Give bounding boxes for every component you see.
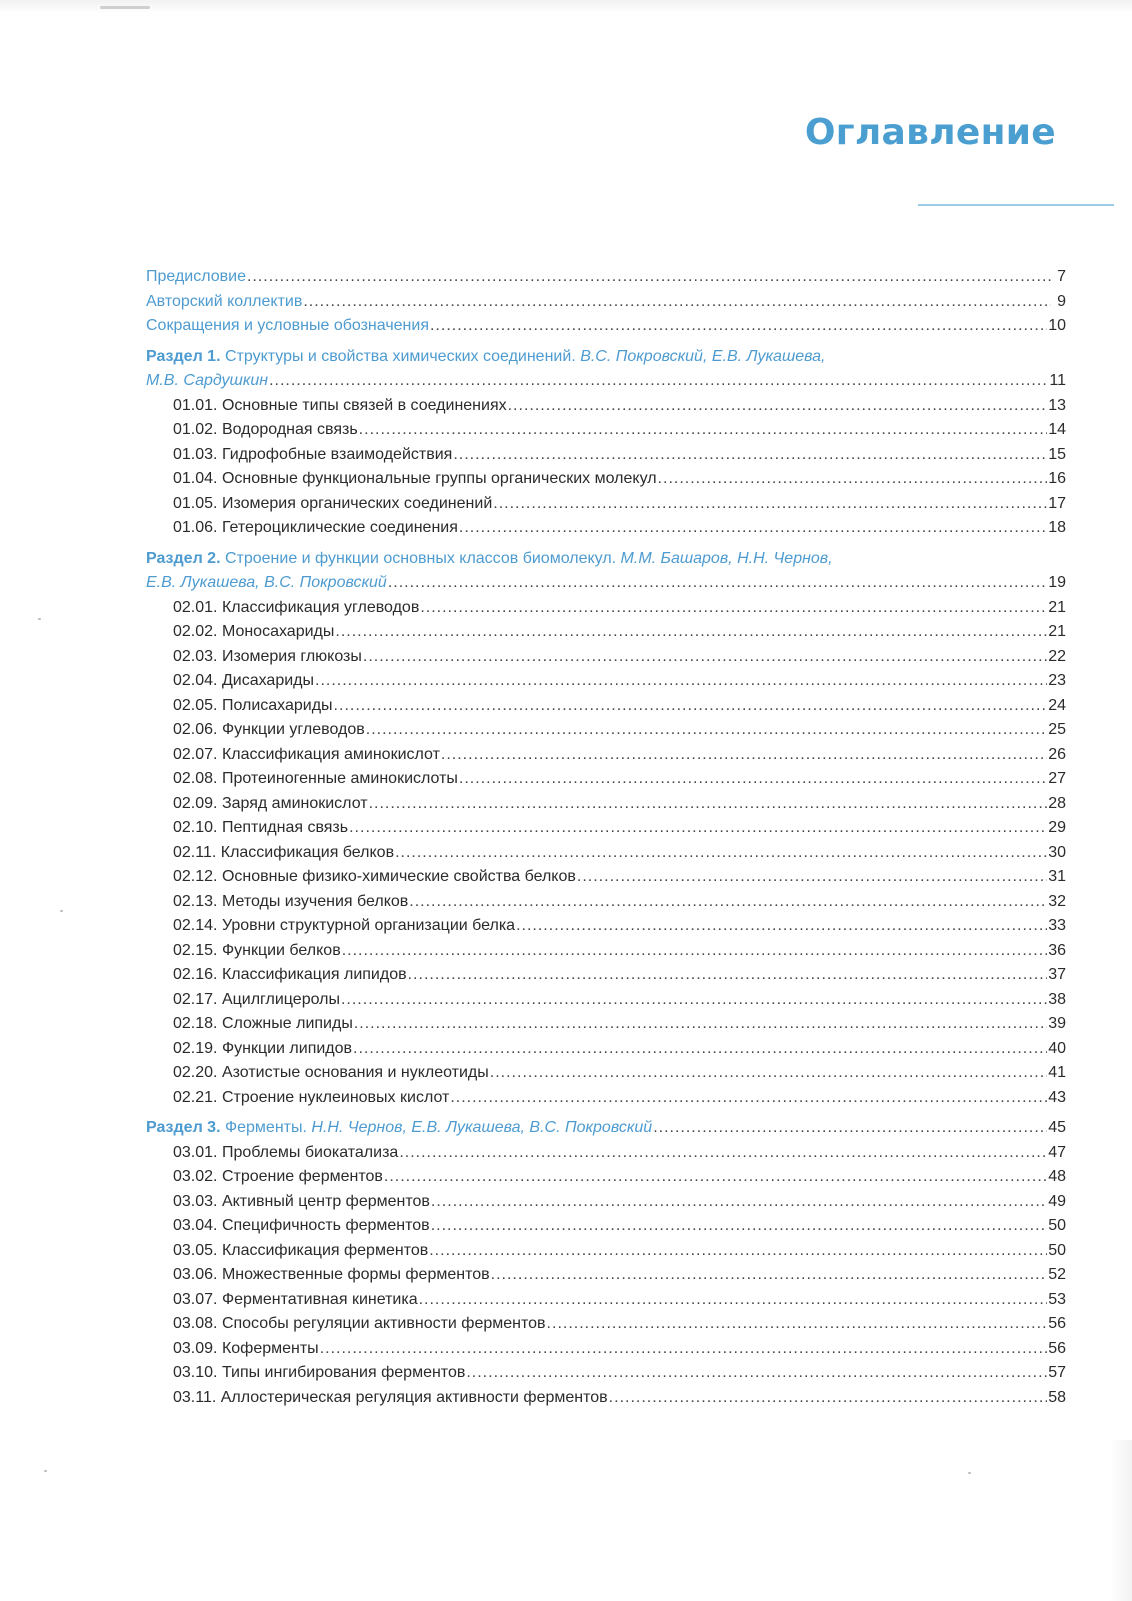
subsection-title-wrap (173, 418, 358, 443)
toc-page-number: 29 (1048, 819, 1066, 836)
toc-page-number: 43 (1048, 1088, 1066, 1106)
subsection-number: 02.14. (173, 917, 218, 934)
dot-leader (653, 1116, 1047, 1141)
section-title: Структуры и свойства химических соединений. (224, 347, 576, 365)
subsection-entry[interactable] (146, 841, 1066, 866)
toc-page-number: 48 (1048, 1168, 1066, 1185)
toc-page-number: 21 (1048, 598, 1066, 616)
subsection-entry[interactable] (146, 1012, 1066, 1037)
scan-speck (38, 618, 41, 620)
subsection-title-wrap (173, 939, 341, 964)
subsection-entry[interactable] (146, 694, 1066, 719)
subsection-title: Проблемы биокатализа (221, 1143, 399, 1161)
subsection-number: 03.07. (173, 1290, 218, 1308)
dot-leader (399, 1141, 1047, 1166)
toc-page-number: 13 (1048, 396, 1066, 414)
section-heading[interactable] (146, 1116, 1066, 1141)
subsection-number: 01.04. (173, 470, 218, 487)
section-heading[interactable] (146, 547, 1066, 572)
toc-page-number: 47 (1048, 1143, 1066, 1161)
subsection-entry[interactable] (146, 865, 1066, 890)
section-title: Строение и функции основных классов биомолекул. (224, 549, 617, 567)
subsection-number: 02.18. (173, 1015, 218, 1032)
subsection-title: Классификация липидов (221, 966, 407, 983)
subsection-entry[interactable] (146, 1061, 1066, 1086)
toc-page-number: 38 (1048, 990, 1066, 1008)
subsection-title-wrap (173, 841, 394, 866)
toc-entry[interactable] (146, 290, 1066, 315)
dot-leader (342, 939, 1048, 964)
subsection-number: 01.02. (173, 421, 218, 438)
dot-leader (493, 492, 1047, 517)
section-authors-continued: М.В. Сардушкин (146, 372, 269, 389)
toc-page-number: 45 (1048, 1119, 1066, 1136)
subsection-entry[interactable] (146, 718, 1066, 743)
subsection-title: Азотистые основания и нуклеотиды (221, 1064, 489, 1081)
subsection-title: Множественные формы ферментов (221, 1266, 490, 1283)
subsection-title-wrap (173, 1263, 490, 1288)
subsection-title: Функции липидов (221, 1039, 353, 1057)
subsection-title: Строение ферментов (221, 1168, 383, 1185)
subsection-title-wrap (173, 718, 365, 743)
dot-leader (366, 718, 1047, 743)
toc-page-number: 39 (1048, 1015, 1066, 1032)
subsection-title-wrap (173, 620, 334, 645)
subsection-title-wrap (173, 816, 348, 841)
dot-leader (577, 865, 1047, 890)
toc-page-number: 30 (1048, 843, 1066, 861)
subsection-title-wrap (173, 1037, 352, 1062)
subsection-number: 01.01. (173, 396, 218, 414)
subsection-entry[interactable] (146, 988, 1066, 1013)
subsection-title-wrap (173, 1141, 398, 1166)
subsection-title-wrap (173, 394, 507, 419)
dot-leader (269, 369, 1048, 394)
toc-entry[interactable] (146, 265, 1066, 290)
subsection-title: Методы изучения белков (221, 892, 409, 910)
dot-leader (453, 443, 1047, 468)
dot-leader (459, 516, 1047, 541)
dot-leader (547, 1312, 1048, 1337)
dot-leader (334, 694, 1048, 719)
dot-leader (363, 645, 1047, 670)
scan-edge-right (1110, 1440, 1132, 1601)
subsection-number: 03.01. (173, 1143, 218, 1161)
subsection-number: 02.10. (173, 819, 218, 836)
subsection-entry[interactable] (146, 743, 1066, 768)
toc-page-number: 50 (1048, 1241, 1066, 1259)
subsection-entry[interactable] (146, 1190, 1066, 1215)
subsection-title-wrap (173, 669, 314, 694)
subsection-title-wrap (173, 1190, 430, 1215)
dot-leader (408, 963, 1048, 988)
subsection-title-wrap (173, 865, 576, 890)
subsection-number: 03.05. (173, 1241, 218, 1259)
subsection-entry[interactable] (146, 620, 1066, 645)
section-label: Раздел 3. (146, 1119, 221, 1136)
subsection-number: 01.06. (173, 519, 218, 536)
subsection-title-wrap (173, 767, 458, 792)
dot-leader (459, 767, 1047, 792)
subsection-number: 03.09. (173, 1339, 218, 1357)
toc-page-number: 40 (1048, 1039, 1066, 1057)
subsection-title: Специфичность ферментов (221, 1217, 430, 1234)
subsection-number: 03.08. (173, 1315, 218, 1332)
subsection-number: 02.13. (173, 892, 218, 910)
subsection-title: Гидрофобные взаимодействия (221, 445, 453, 463)
dot-leader (419, 1288, 1048, 1313)
subsection-number: 02.04. (173, 672, 218, 689)
subsection-title: Сложные липиды (221, 1015, 353, 1032)
subsection-number: 02.08. (173, 770, 218, 787)
toc-title: Сокращения и условные обозначения (146, 317, 429, 334)
page-heading: Оглавление (804, 112, 1056, 153)
subsection-title: Ацилглицеролы (221, 990, 340, 1008)
dot-leader (431, 1190, 1047, 1215)
dot-leader (315, 669, 1047, 694)
section-authors-continued: Е.В. Лукашева, В.С. Покровский (146, 574, 387, 591)
subsection-title: Классификация углеводов (221, 598, 420, 616)
subsection-title-wrap (173, 1312, 546, 1337)
subsection-entry[interactable] (146, 767, 1066, 792)
subsection-entry[interactable] (146, 492, 1066, 517)
subsection-title: Способы регуляции активности ферментов (221, 1315, 546, 1332)
subsection-entry[interactable] (146, 914, 1066, 939)
dot-leader (609, 1386, 1048, 1411)
subsection-title: Функции белков (221, 941, 341, 959)
subsection-number: 02.20. (173, 1064, 218, 1081)
section-title-wrap (146, 345, 825, 370)
scan-speck (60, 910, 63, 912)
subsection-title-wrap (173, 467, 657, 492)
toc-page-number: 17 (1048, 494, 1066, 512)
subsection-title: Гетероциклические соединения (221, 519, 458, 536)
subsection-title: Классификация белков (220, 843, 395, 861)
subsection-entry[interactable] (146, 963, 1066, 988)
subsection-title-wrap (173, 596, 419, 621)
subsection-title-wrap (173, 1239, 428, 1264)
dot-leader (359, 418, 1048, 443)
subsection-entry[interactable] (146, 467, 1066, 492)
toc-page-number: 27 (1048, 770, 1066, 787)
subsection-number: 02.06. (173, 721, 218, 738)
subsection-entry[interactable] (146, 1214, 1066, 1239)
subsection-number: 03.11. (173, 1388, 217, 1406)
subsection-title-wrap (173, 988, 340, 1013)
toc-page-number: 32 (1048, 892, 1066, 910)
subsection-entry[interactable] (146, 1141, 1066, 1166)
subsection-title: Активный центр ферментов (221, 1192, 430, 1210)
section-heading-continued[interactable] (146, 571, 1066, 596)
subsection-entry[interactable] (146, 939, 1066, 964)
subsection-title: Типы ингибирования ферментов (221, 1364, 466, 1381)
dot-leader (335, 620, 1047, 645)
subsection-title-wrap (173, 1214, 430, 1239)
section-title: Ферменты. (224, 1119, 307, 1136)
subsection-entry[interactable] (146, 394, 1066, 419)
subsection-title-wrap (173, 1386, 608, 1411)
heading-rule (918, 204, 1114, 206)
subsection-title: Моносахариды (221, 623, 335, 640)
subsection-number: 02.17. (173, 990, 218, 1008)
subsection-entry[interactable] (146, 1288, 1066, 1313)
subsection-entry[interactable] (146, 1239, 1066, 1264)
dot-leader (516, 914, 1047, 939)
subsection-entry[interactable] (146, 1263, 1066, 1288)
subsection-title: Водородная связь (221, 421, 358, 438)
toc-page-number: 36 (1048, 941, 1066, 959)
subsection-number: 01.03. (173, 445, 218, 463)
subsection-title: Уровни структурной организации белка (221, 917, 516, 934)
dot-leader (490, 1061, 1047, 1086)
subsection-title: Протеиногенные аминокислоты (221, 770, 458, 787)
subsection-title-wrap (173, 963, 407, 988)
toc-page-number: 33 (1048, 917, 1066, 934)
subsection-title: Классификация аминокислот (221, 745, 440, 763)
toc-page-number: 57 (1048, 1364, 1066, 1381)
toc-page-number: 56 (1048, 1339, 1066, 1357)
subsection-title: Пептидная связь (221, 819, 349, 836)
dot-leader (369, 792, 1048, 817)
toc-page-number: 52 (1048, 1266, 1066, 1283)
dot-leader (384, 1165, 1047, 1190)
dot-leader (441, 743, 1047, 768)
subsection-title-wrap (173, 492, 492, 517)
section-authors: В.С. Покровский, Е.В. Лукашева, (580, 347, 826, 365)
toc-page-number: 10 (1048, 317, 1066, 334)
subsection-entry[interactable] (146, 1312, 1066, 1337)
subsection-number: 02.02. (173, 623, 218, 640)
subsection-title: Основные физико-химические свойства белков (221, 868, 576, 885)
subsection-title: Классификация ферментов (221, 1241, 429, 1259)
dot-leader (341, 988, 1047, 1013)
subsection-entry[interactable] (146, 1361, 1066, 1386)
toc-entry[interactable] (146, 314, 1066, 339)
dot-leader (508, 394, 1048, 419)
subsection-entry[interactable] (146, 516, 1066, 541)
subsection-number: 02.12. (173, 868, 218, 885)
subsection-title: Функции углеводов (221, 721, 365, 738)
subsection-title-wrap (173, 1361, 465, 1386)
subsection-entry[interactable] (146, 443, 1066, 468)
toc-page-number: 14 (1048, 421, 1066, 438)
dot-leader (430, 314, 1047, 339)
subsection-title: Полисахариды (221, 696, 333, 714)
subsection-title-wrap (173, 792, 368, 817)
table-of-contents (146, 265, 1066, 1410)
subsection-title-wrap (173, 1337, 319, 1362)
subsection-title-wrap (173, 694, 333, 719)
subsection-entry[interactable] (146, 596, 1066, 621)
toc-title: Авторский коллектив (146, 292, 303, 310)
subsection-entry[interactable] (146, 816, 1066, 841)
section-title-wrap (146, 547, 833, 572)
subsection-title: Ферментативная кинетика (221, 1290, 418, 1308)
subsection-title-wrap (173, 1061, 489, 1086)
dot-leader (395, 841, 1047, 866)
section-label: Раздел 1. (146, 347, 221, 365)
subsection-number: 03.06. (173, 1266, 218, 1283)
scan-speck (968, 1472, 971, 1474)
toc-page-number: 7 (1057, 268, 1066, 285)
subsection-title-wrap (173, 443, 452, 468)
dot-leader (409, 890, 1047, 915)
subsection-number: 03.02. (173, 1168, 218, 1185)
subsection-entry[interactable] (146, 1386, 1066, 1411)
subsection-number: 02.11. (173, 843, 217, 861)
subsection-title: Дисахариды (221, 672, 314, 689)
toc-page-number: 53 (1048, 1290, 1066, 1308)
subsection-entry[interactable] (146, 669, 1066, 694)
subsection-title: Заряд аминокислот (221, 794, 368, 812)
dot-leader (353, 1037, 1047, 1062)
dot-leader (420, 596, 1047, 621)
toc-page-number: 28 (1048, 794, 1066, 812)
dot-leader (354, 1012, 1047, 1037)
toc-page-number: 41 (1048, 1064, 1066, 1081)
dot-leader (466, 1361, 1047, 1386)
subsection-title-wrap (173, 1288, 418, 1313)
subsection-number: 02.03. (173, 647, 218, 665)
section-title-wrap (146, 1116, 652, 1141)
subsection-number: 03.04. (173, 1217, 218, 1234)
toc-page-number: 22 (1048, 647, 1066, 665)
dot-leader (429, 1239, 1047, 1264)
scan-mark (100, 6, 150, 9)
toc-page-number: 49 (1048, 1192, 1066, 1210)
dot-leader (247, 265, 1051, 290)
subsection-number: 02.16. (173, 966, 218, 983)
section-label: Раздел 2. (146, 549, 221, 567)
subsection-title: Изомерия глюкозы (221, 647, 362, 665)
scan-speck (44, 1470, 47, 1472)
subsection-number: 02.01. (173, 598, 218, 616)
subsection-number: 02.09. (173, 794, 218, 812)
toc-page-number: 50 (1048, 1217, 1066, 1234)
subsection-entry[interactable] (146, 890, 1066, 915)
dot-leader (349, 816, 1047, 841)
toc-page-number: 31 (1048, 868, 1066, 885)
subsection-title-wrap (173, 645, 362, 670)
dot-leader (303, 290, 1051, 315)
subsection-entry[interactable] (146, 1337, 1066, 1362)
toc-page-number: 26 (1048, 745, 1066, 763)
dot-leader (658, 467, 1048, 492)
scan-edge-top (0, 0, 1132, 14)
subsection-number: 03.03. (173, 1192, 218, 1210)
toc-page-number: 11 (1049, 372, 1066, 389)
dot-leader (320, 1337, 1048, 1362)
subsection-title: Аллостерическая регуляция активности ферментов (220, 1388, 608, 1406)
section-authors: М.М. Башаров, Н.Н. Чернов, (620, 549, 833, 567)
toc-page-number: 58 (1048, 1388, 1066, 1406)
subsection-title: Основные типы связей в соединениях (221, 396, 507, 414)
subsection-number: 02.05. (173, 696, 218, 714)
subsection-title: Основные функциональные группы органических молекул (221, 470, 657, 487)
subsection-title-wrap (173, 1165, 383, 1190)
subsection-title-wrap (173, 890, 408, 915)
toc-page-number: 16 (1048, 470, 1066, 487)
subsection-title-wrap (173, 743, 440, 768)
subsection-entry[interactable] (146, 1037, 1066, 1062)
toc-page-number: 15 (1048, 445, 1066, 463)
subsection-title-wrap (173, 914, 515, 939)
toc-page-number: 25 (1048, 721, 1066, 738)
subsection-title: Изомерия органических соединений (221, 494, 493, 512)
subsection-title-wrap (173, 516, 458, 541)
toc-page-number: 18 (1048, 519, 1066, 536)
subsection-entry[interactable] (146, 1165, 1066, 1190)
subsection-title: Строение нуклеиновых кислот (221, 1088, 450, 1106)
subsection-entry[interactable] (146, 645, 1066, 670)
toc-page-number: 37 (1048, 966, 1066, 983)
subsection-entry[interactable] (146, 792, 1066, 817)
subsection-title-wrap (173, 1012, 353, 1037)
subsection-number: 02.15. (173, 941, 218, 959)
toc-page-number: 21 (1048, 623, 1066, 640)
toc-title: Предисловие (146, 268, 246, 285)
section-heading[interactable] (146, 345, 1066, 370)
toc-page-number: 56 (1048, 1315, 1066, 1332)
section-authors: Н.Н. Чернов, Е.В. Лукашева, В.С. Покровский (311, 1119, 653, 1136)
subsection-title-wrap (173, 1086, 449, 1111)
subsection-number: 02.07. (173, 745, 218, 763)
dot-leader (450, 1086, 1047, 1111)
toc-page-number: 24 (1048, 696, 1066, 714)
dot-leader (388, 571, 1047, 596)
subsection-number: 01.05. (173, 494, 218, 512)
section-heading-continued[interactable] (146, 369, 1066, 394)
subsection-number: 03.10. (173, 1364, 218, 1381)
toc-page-number: 23 (1048, 672, 1066, 689)
subsection-entry[interactable] (146, 1086, 1066, 1111)
subsection-number: 02.21. (173, 1088, 218, 1106)
dot-leader (491, 1263, 1048, 1288)
toc-page-number: 19 (1048, 574, 1066, 591)
subsection-number: 02.19. (173, 1039, 218, 1057)
subsection-entry[interactable] (146, 418, 1066, 443)
subsection-title: Коферменты (221, 1339, 319, 1357)
toc-page-number: 9 (1057, 292, 1066, 310)
dot-leader (431, 1214, 1048, 1239)
